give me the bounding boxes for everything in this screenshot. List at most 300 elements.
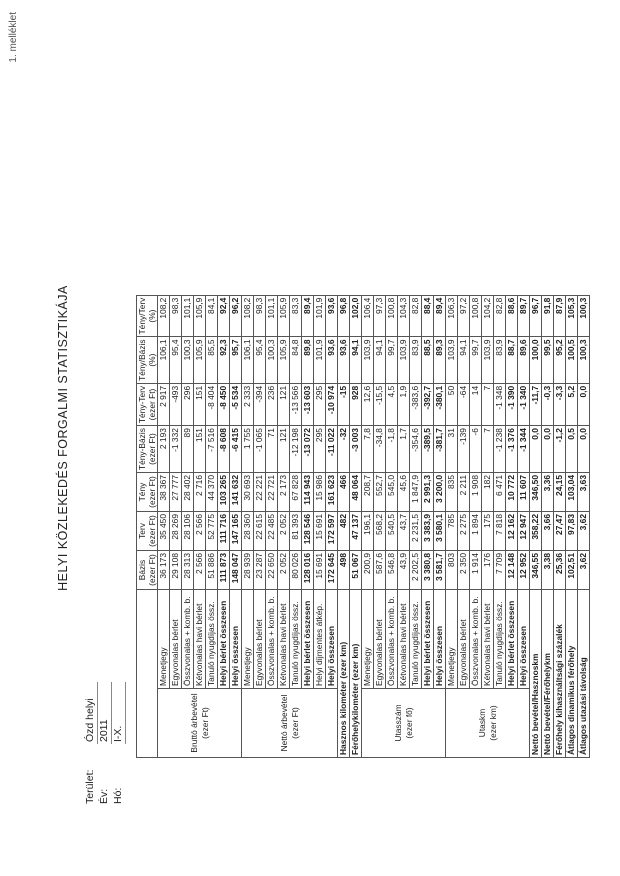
value-cell: 2 202,5 (410, 551, 422, 590)
value-cell: 1,7 (398, 426, 410, 473)
statistics-table (136, 295, 590, 758)
value-cell: 82,8 (410, 295, 422, 337)
value-cell: 3 580,1 (434, 512, 446, 551)
value-cell: 128 546 (302, 512, 314, 551)
value-cell: 1 914 (470, 551, 482, 590)
group-name: Utasszám (392, 704, 403, 742)
value-cell: 22 221 (254, 473, 266, 512)
table-row (158, 295, 170, 757)
value-cell: -13 566 (290, 383, 302, 425)
value-cell: 28 313 (182, 551, 194, 590)
value-cell: 568,2 (374, 512, 386, 551)
value-cell: 83,9 (410, 337, 422, 383)
value-cell: 98,3 (170, 295, 182, 337)
value-cell: 7 818 (494, 512, 506, 551)
value-cell: -354,6 (410, 426, 422, 473)
column-header-line2: (ezer Ft) (147, 476, 157, 508)
row-label: Helyi összesen (230, 590, 242, 689)
value-cell: 108,2 (158, 295, 170, 337)
value-cell: -6 415 (230, 426, 242, 473)
table-row (278, 295, 290, 757)
value-cell: 22 650 (266, 551, 278, 590)
column-header (137, 383, 158, 425)
value-cell: 105,9 (278, 337, 290, 383)
table-row (350, 295, 362, 757)
row-label: Összvonalas + komb. b. (386, 590, 398, 689)
value-cell: 2 231,5 (410, 512, 422, 551)
row-label: Menetjegy (158, 590, 170, 689)
value-cell: 108,2 (242, 295, 254, 337)
value-cell: -10 974 (326, 383, 338, 425)
column-header (137, 551, 158, 590)
value-cell: 7 (482, 426, 494, 473)
value-cell: 88,5 (422, 337, 434, 383)
value-cell: -6 (470, 426, 482, 473)
value-cell: -8 450 (218, 383, 230, 425)
table-row (422, 295, 434, 757)
row-label: Egyvonalas bérlet (374, 590, 386, 689)
table-row (206, 295, 218, 757)
table-row (506, 295, 518, 757)
value-cell: -383,6 (410, 383, 422, 425)
value-cell: 3 380,8 (422, 551, 434, 590)
value-cell: 94,1 (458, 337, 470, 383)
row-label: Nettó bevétel/Férőhelykm (542, 590, 554, 758)
value-cell: 0,0 (530, 426, 542, 473)
table-row (542, 295, 554, 757)
row-label: Összvonalas + komb. b. (182, 590, 194, 689)
value-cell: 295 (314, 383, 326, 425)
value-cell: 44 370 (206, 473, 218, 512)
value-cell: 1 755 (242, 426, 254, 473)
column-header-line1: Terv (137, 523, 147, 539)
value-cell: -381,7 (434, 426, 446, 473)
table-row (410, 295, 422, 757)
meta-value: Ózd helyi (84, 682, 98, 744)
value-cell: -1 348 (494, 383, 506, 425)
value-cell: 147 165 (230, 512, 242, 551)
column-header-line1: Tény-Terv (137, 385, 147, 424)
value-cell: 5,2 (566, 383, 578, 425)
row-label: Helyi összesen (434, 590, 446, 689)
value-cell: 83,9 (494, 337, 506, 383)
value-cell: 101,9 (314, 295, 326, 337)
value-cell: 29 108 (170, 551, 182, 590)
row-label: Egyvonalas bérlet (458, 590, 470, 689)
value-cell: 3 581,7 (434, 551, 446, 590)
value-cell: 22 485 (266, 512, 278, 551)
value-cell: 43,9 (398, 551, 410, 590)
value-cell: 466 (338, 473, 350, 512)
value-cell: -13 072 (302, 426, 314, 473)
value-cell: 15 691 (314, 551, 326, 590)
annex-label: 1. melléklet (8, 12, 19, 63)
row-label: Tanuló nyugdíjas össz. (206, 590, 218, 689)
value-cell: 22 615 (254, 512, 266, 551)
value-cell: 2 716 (194, 473, 206, 512)
header-blank (137, 590, 158, 758)
value-cell: 30 693 (242, 473, 254, 512)
header-row (137, 295, 158, 757)
value-cell: 96,8 (338, 295, 350, 337)
value-cell: 81 393 (290, 512, 302, 551)
value-cell: 102,51 (566, 551, 578, 590)
row-label: Kétvonalas havi bérlet (398, 590, 410, 689)
value-cell: -493 (170, 383, 182, 425)
value-cell: 105,3 (566, 295, 578, 337)
meta-value: I-X. (112, 682, 126, 744)
table-row (290, 295, 302, 757)
value-cell: 100,3 (182, 337, 194, 383)
value-cell: 1 908 (470, 473, 482, 512)
row-label: Kétvonalas havi bérlet (278, 590, 290, 689)
value-cell: 7,8 (362, 426, 374, 473)
value-cell: 24,15 (554, 473, 566, 512)
table-row (530, 295, 542, 757)
table-row (434, 295, 446, 757)
value-cell: 94,1 (374, 337, 386, 383)
value-cell: 2 275 (458, 512, 470, 551)
value-cell: 114 943 (302, 473, 314, 512)
table-row (314, 295, 326, 757)
value-cell: 93,6 (326, 337, 338, 383)
value-cell: 89,8 (302, 337, 314, 383)
group-unit: (ezer fő) (403, 707, 414, 739)
value-cell: 587,6 (374, 551, 386, 590)
meta-row (84, 682, 98, 804)
value-cell: 161 623 (326, 473, 338, 512)
row-label: Helyi összesen (518, 590, 530, 689)
value-cell: -392,7 (422, 383, 434, 425)
table-row (362, 295, 374, 757)
group-name: Utaskm (476, 708, 487, 738)
value-cell: 3,36 (542, 473, 554, 512)
value-cell: 106,1 (158, 337, 170, 383)
value-cell: 3,38 (542, 551, 554, 590)
value-cell: 28 106 (182, 512, 194, 551)
value-cell: 103,04 (566, 473, 578, 512)
table-row (374, 295, 386, 757)
document-title: HELYI KÖZLEKEDÉS FORGALMI STATISZTIKÁJA (56, 285, 70, 591)
table-row (242, 295, 254, 757)
value-cell: -1 344 (518, 426, 530, 473)
column-header (137, 512, 158, 551)
value-cell: 3 383,9 (422, 512, 434, 551)
row-label: Átlagos dinamikus férőhely (566, 590, 578, 758)
table-row (182, 295, 194, 757)
value-cell: 52 775 (206, 512, 218, 551)
value-cell: 35 450 (158, 512, 170, 551)
value-cell: 176 (482, 551, 494, 590)
value-cell: 99,7 (386, 337, 398, 383)
value-cell: 2 052 (278, 551, 290, 590)
value-cell: 7 (482, 383, 494, 425)
value-cell: -11,7 (530, 383, 542, 425)
value-cell: 89,7 (518, 295, 530, 337)
value-cell: 111 716 (218, 512, 230, 551)
value-cell: 2 173 (278, 473, 290, 512)
table-row (302, 295, 314, 757)
value-cell: 2 991,3 (422, 473, 434, 512)
value-cell: 2 052 (278, 512, 290, 551)
value-cell: 12 947 (518, 512, 530, 551)
value-cell: 1,9 (398, 383, 410, 425)
value-cell: 148 047 (230, 551, 242, 590)
row-label: Menetjegy (446, 590, 458, 689)
value-cell: 12 162 (506, 512, 518, 551)
value-cell: 48 064 (350, 473, 362, 512)
value-cell: 104,2 (482, 295, 494, 337)
table-row (518, 295, 530, 757)
value-cell: 200,9 (362, 551, 374, 590)
value-cell: 101,1 (182, 295, 194, 337)
row-label: Helyi összesen (326, 590, 338, 689)
table-row (266, 295, 278, 757)
column-header-line1: Tény (137, 482, 147, 502)
value-cell: 12,6 (362, 383, 374, 425)
value-cell: 89,4 (302, 295, 314, 337)
row-label: Helyi bérlet összesen (218, 590, 230, 689)
value-cell: 12 952 (518, 551, 530, 590)
row-label: Helyi bérlet összesen (506, 590, 518, 689)
value-cell: 172 645 (326, 551, 338, 590)
value-cell: -5 534 (230, 383, 242, 425)
value-cell: 80 026 (290, 551, 302, 590)
value-cell: 100,8 (386, 295, 398, 337)
value-cell: -3 003 (350, 426, 362, 473)
value-cell: -3,3 (554, 383, 566, 425)
value-cell: 101,9 (314, 337, 326, 383)
value-cell: 172 597 (326, 512, 338, 551)
value-cell: -1 340 (518, 383, 530, 425)
value-cell: 89,6 (518, 337, 530, 383)
value-cell: 175 (482, 512, 494, 551)
value-cell: 100,3 (578, 295, 590, 337)
value-cell: 346,55 (530, 551, 542, 590)
value-cell: 97,2 (458, 295, 470, 337)
value-cell: 128 016 (302, 551, 314, 590)
value-cell: 4,5 (386, 383, 398, 425)
value-cell: 100,0 (530, 337, 542, 383)
value-cell: 102,0 (350, 295, 362, 337)
row-label: Egyvonalas bérlet (170, 590, 182, 689)
meta-row (98, 682, 112, 804)
value-cell: 498 (338, 551, 350, 590)
value-cell: 803 (446, 551, 458, 590)
value-cell: 89 (182, 426, 194, 473)
value-cell: 835 (446, 473, 458, 512)
value-cell: -1,2 (554, 426, 566, 473)
table-row (170, 295, 182, 757)
value-cell: 105,9 (194, 337, 206, 383)
value-cell: 38 367 (158, 473, 170, 512)
value-cell: 236 (266, 383, 278, 425)
row-label: Helyi bérlet összesen (422, 590, 434, 689)
value-cell: -394 (254, 383, 266, 425)
value-cell: 15 691 (314, 512, 326, 551)
column-header-line2: (%) (147, 353, 157, 367)
value-cell: 3,63 (578, 473, 590, 512)
value-cell: 100,3 (266, 337, 278, 383)
value-cell: 71 (266, 426, 278, 473)
value-cell: 92,4 (218, 295, 230, 337)
value-cell: 2 333 (242, 383, 254, 425)
value-cell: 1 894 (470, 512, 482, 551)
meta-label: Hó: (112, 787, 124, 804)
value-cell: 99,7 (470, 337, 482, 383)
value-cell: 103,9 (398, 337, 410, 383)
value-cell: 208,7 (362, 473, 374, 512)
group-label (158, 689, 242, 758)
value-cell: 103,9 (362, 337, 374, 383)
row-label: Férőhelykilométer (ezer km) (350, 590, 362, 758)
row-label: Helyi díjmentes átkép. (314, 590, 326, 689)
value-cell: 106,1 (242, 337, 254, 383)
value-cell: 928 (350, 383, 362, 425)
value-cell: 43,7 (398, 512, 410, 551)
value-cell: -1 065 (254, 426, 266, 473)
group-label (446, 689, 530, 758)
value-cell: 83,3 (290, 295, 302, 337)
column-header-line2: (ezer Ft) (147, 388, 157, 421)
value-cell: -32 (338, 426, 350, 473)
group-label (242, 689, 338, 758)
column-header-line1: Tény/Bázis (137, 339, 147, 381)
value-cell: 85,5 (206, 337, 218, 383)
table-row (254, 295, 266, 757)
value-cell: 95,7 (230, 337, 242, 383)
value-cell: 36 173 (158, 551, 170, 590)
value-cell: 106,3 (446, 295, 458, 337)
value-cell: -1 332 (170, 426, 182, 473)
row-label: Helyi bérlet összesen (302, 590, 314, 689)
value-cell: 0,0 (578, 383, 590, 425)
value-cell: 96,2 (230, 295, 242, 337)
value-cell: 98,3 (254, 295, 266, 337)
value-cell: 151 (194, 426, 206, 473)
value-cell: -380,1 (434, 383, 446, 425)
value-cell: 92,3 (218, 337, 230, 383)
value-cell: 28 939 (242, 551, 254, 590)
group-unit: (ezer Ft) (289, 707, 300, 739)
value-cell: 23 287 (254, 551, 266, 590)
value-cell: 0,0 (578, 426, 590, 473)
table-row (218, 295, 230, 757)
value-cell: 51 886 (206, 551, 218, 590)
column-header-line1: Bázis (137, 559, 147, 581)
value-cell: 28 402 (182, 473, 194, 512)
value-cell: 2 193 (158, 426, 170, 473)
value-cell: 3,62 (578, 551, 590, 590)
value-cell: 51 067 (350, 551, 362, 590)
meta-label: Terület: (84, 769, 96, 804)
value-cell: 96,7 (530, 295, 542, 337)
group-name: Nettó árbevétel (278, 694, 289, 752)
table-row (458, 295, 470, 757)
meta-label: Év: (98, 788, 110, 804)
value-cell: 91,8 (542, 295, 554, 337)
value-cell: 12 148 (506, 551, 518, 590)
row-label: Tanuló nyugdíjas össz. (494, 590, 506, 689)
table-row (386, 295, 398, 757)
value-cell: 3,62 (578, 512, 590, 551)
value-cell: 2 211 (458, 473, 470, 512)
value-cell: 100,8 (470, 295, 482, 337)
value-cell: 14 (470, 383, 482, 425)
value-cell: 97,83 (566, 512, 578, 551)
value-cell: 295 (314, 426, 326, 473)
value-cell: 10 772 (506, 473, 518, 512)
value-cell: 94,1 (350, 337, 362, 383)
value-cell: 106,4 (362, 295, 374, 337)
value-cell: 2 566 (194, 512, 206, 551)
column-header (137, 295, 158, 337)
value-cell: -15,5 (374, 383, 386, 425)
table-row (470, 295, 482, 757)
table-row (578, 295, 590, 757)
column-header-line2: (ezer Ft) (147, 433, 157, 465)
value-cell: -8 404 (206, 383, 218, 425)
value-cell: -1 238 (494, 426, 506, 473)
value-cell: 89,3 (434, 337, 446, 383)
column-header-line1: Tény/Terv (137, 297, 147, 335)
row-label: Tanuló nyugdíjas össz. (410, 590, 422, 689)
group-unit: (ezer km) (487, 705, 498, 741)
value-cell: 105,9 (194, 295, 206, 337)
value-cell: 296 (182, 383, 194, 425)
column-header (137, 473, 158, 512)
value-cell: 1 847,9 (410, 473, 422, 512)
row-label: Tanuló nyugdíjas össz. (290, 590, 302, 689)
value-cell: -7 516 (206, 426, 218, 473)
value-cell: 45,6 (398, 473, 410, 512)
value-cell: 3,66 (542, 512, 554, 551)
value-cell: 111 873 (218, 551, 230, 590)
value-cell: -15 (338, 383, 350, 425)
value-cell: -8 608 (218, 426, 230, 473)
value-cell: 3 200,0 (434, 473, 446, 512)
value-cell: 2 350 (458, 551, 470, 590)
value-cell: 88,7 (506, 337, 518, 383)
value-cell: 50 (446, 383, 458, 425)
row-label: Menetjegy (362, 590, 374, 689)
table-row (326, 295, 338, 757)
group-label (362, 689, 446, 758)
value-cell: 27,47 (554, 512, 566, 551)
value-cell: 482 (338, 512, 350, 551)
row-label: Összvonalas + komb. b. (470, 590, 482, 689)
value-cell: 84,1 (206, 295, 218, 337)
value-cell: 82,8 (494, 295, 506, 337)
value-cell: 6 471 (494, 473, 506, 512)
table-row (566, 295, 578, 757)
table-row (494, 295, 506, 757)
value-cell: -1 390 (506, 383, 518, 425)
group-unit: (ezer Ft) (199, 707, 210, 739)
value-cell: 47 137 (350, 512, 362, 551)
row-label: Menetjegy (242, 590, 254, 689)
row-label: Kétvonalas havi bérlet (194, 590, 206, 689)
column-header (137, 337, 158, 383)
column-header-line2: (ezer Ft) (147, 515, 157, 547)
value-cell: 93,6 (338, 337, 350, 383)
value-cell: -64 (458, 383, 470, 425)
column-header (137, 426, 158, 473)
value-cell: 545,0 (386, 473, 398, 512)
value-cell: 95,4 (170, 337, 182, 383)
row-label: Kétvonalas havi bérlet (482, 590, 494, 689)
value-cell: 358,22 (530, 512, 542, 551)
